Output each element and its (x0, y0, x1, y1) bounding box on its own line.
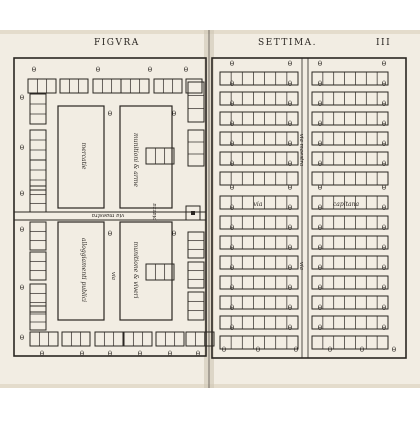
tent-mark: θ (317, 224, 323, 232)
tent-mark: θ (287, 140, 293, 148)
tent-mark: θ (287, 100, 293, 108)
plan-label: via (110, 271, 116, 281)
plan-label: piazza (152, 203, 158, 221)
plan-label: munitione & viveri (132, 241, 139, 299)
tent-mark: θ (107, 230, 113, 238)
tent-mark: θ (317, 160, 323, 168)
tent-mark: θ (19, 190, 25, 198)
tent-mark: θ (31, 66, 37, 74)
plan-label: via (253, 201, 263, 208)
tent-mark: θ (287, 60, 293, 68)
tent-mark: θ (19, 334, 25, 342)
tent-mark: θ (107, 110, 113, 118)
tent-mark: θ (381, 120, 387, 128)
tent-mark: θ (287, 204, 293, 212)
tent-mark: θ (381, 304, 387, 312)
tent-mark: θ (287, 324, 293, 332)
tent-mark: θ (19, 226, 25, 234)
tent-mark: θ (317, 304, 323, 312)
tent-mark: θ (229, 100, 235, 108)
tent-mark: θ (317, 80, 323, 88)
tent-mark: θ (287, 80, 293, 88)
tent-mark: θ (171, 230, 177, 238)
tent-mark: θ (171, 110, 177, 118)
tent-mark: θ (287, 284, 293, 292)
tent-mark: θ (317, 324, 323, 332)
center-marker-dot (191, 211, 195, 215)
tent-mark: θ (229, 160, 235, 168)
tent-mark: θ (287, 264, 293, 272)
tent-mark: θ (391, 346, 397, 354)
tent-mark: θ (381, 140, 387, 148)
tent-mark: θ (229, 264, 235, 272)
tent-mark: θ (287, 244, 293, 252)
tent-mark: θ (107, 350, 113, 358)
tent-mark: θ (381, 80, 387, 88)
plan-label: capitana (332, 201, 360, 208)
tent-mark: θ (317, 140, 323, 148)
plan-label: via maestra (298, 133, 304, 167)
tent-mark: θ (229, 244, 235, 252)
tent-mark: θ (147, 66, 153, 74)
tent-mark: θ (137, 350, 143, 358)
tent-mark: θ (317, 264, 323, 272)
tent-mark: θ (229, 60, 235, 68)
tent-mark: θ (317, 184, 323, 192)
tent-mark: θ (381, 244, 387, 252)
tent-mark: θ (167, 350, 173, 358)
tent-mark: θ (317, 244, 323, 252)
tent-mark: θ (229, 304, 235, 312)
tent-mark: θ (229, 184, 235, 192)
tent-mark: θ (229, 284, 235, 292)
tent-mark: θ (19, 144, 25, 152)
tent-mark: θ (381, 184, 387, 192)
plan-label: mercatie (80, 142, 87, 170)
right-page-heading: SETTIMA. (258, 38, 318, 48)
tent-mark: θ (229, 204, 235, 212)
tent-mark: θ (317, 204, 323, 212)
tent-mark: θ (317, 120, 323, 128)
tent-mark: θ (287, 304, 293, 312)
tent-mark: θ (381, 224, 387, 232)
page-number: III (376, 38, 392, 48)
tent-mark: θ (381, 60, 387, 68)
tent-mark: θ (95, 66, 101, 74)
tent-mark: θ (229, 140, 235, 148)
tent-mark: θ (19, 284, 25, 292)
tent-mark: θ (287, 160, 293, 168)
tent-mark: θ (381, 100, 387, 108)
tent-mark: θ (221, 346, 227, 354)
tent-mark: θ (183, 66, 189, 74)
plan-label: via maestra (91, 212, 125, 218)
plan-label: alloggiamenti publici (80, 237, 87, 303)
tent-mark: θ (255, 346, 261, 354)
tent-mark: θ (359, 346, 365, 354)
plan-label: munitioni & arme (132, 133, 139, 187)
tent-mark: θ (381, 324, 387, 332)
tent-mark: θ (229, 80, 235, 88)
tent-mark: θ (381, 204, 387, 212)
tent-mark: θ (293, 346, 299, 354)
tent-mark: θ (195, 350, 201, 358)
tent-mark: θ (381, 160, 387, 168)
tent-mark: θ (317, 284, 323, 292)
tent-mark: θ (19, 94, 25, 102)
left-page-heading: FIGVRA (94, 38, 140, 48)
tent-mark: θ (229, 224, 235, 232)
tent-mark: θ (317, 100, 323, 108)
tent-mark: θ (327, 346, 333, 354)
tent-mark: θ (381, 284, 387, 292)
tent-mark: θ (287, 184, 293, 192)
tent-mark: θ (317, 60, 323, 68)
tent-mark: θ (229, 324, 235, 332)
plan-label: via (298, 261, 304, 271)
tent-mark: θ (287, 224, 293, 232)
tent-mark: θ (381, 264, 387, 272)
tent-mark: θ (79, 350, 85, 358)
tent-mark: θ (229, 120, 235, 128)
tent-mark: θ (39, 350, 45, 358)
tent-mark: θ (287, 120, 293, 128)
